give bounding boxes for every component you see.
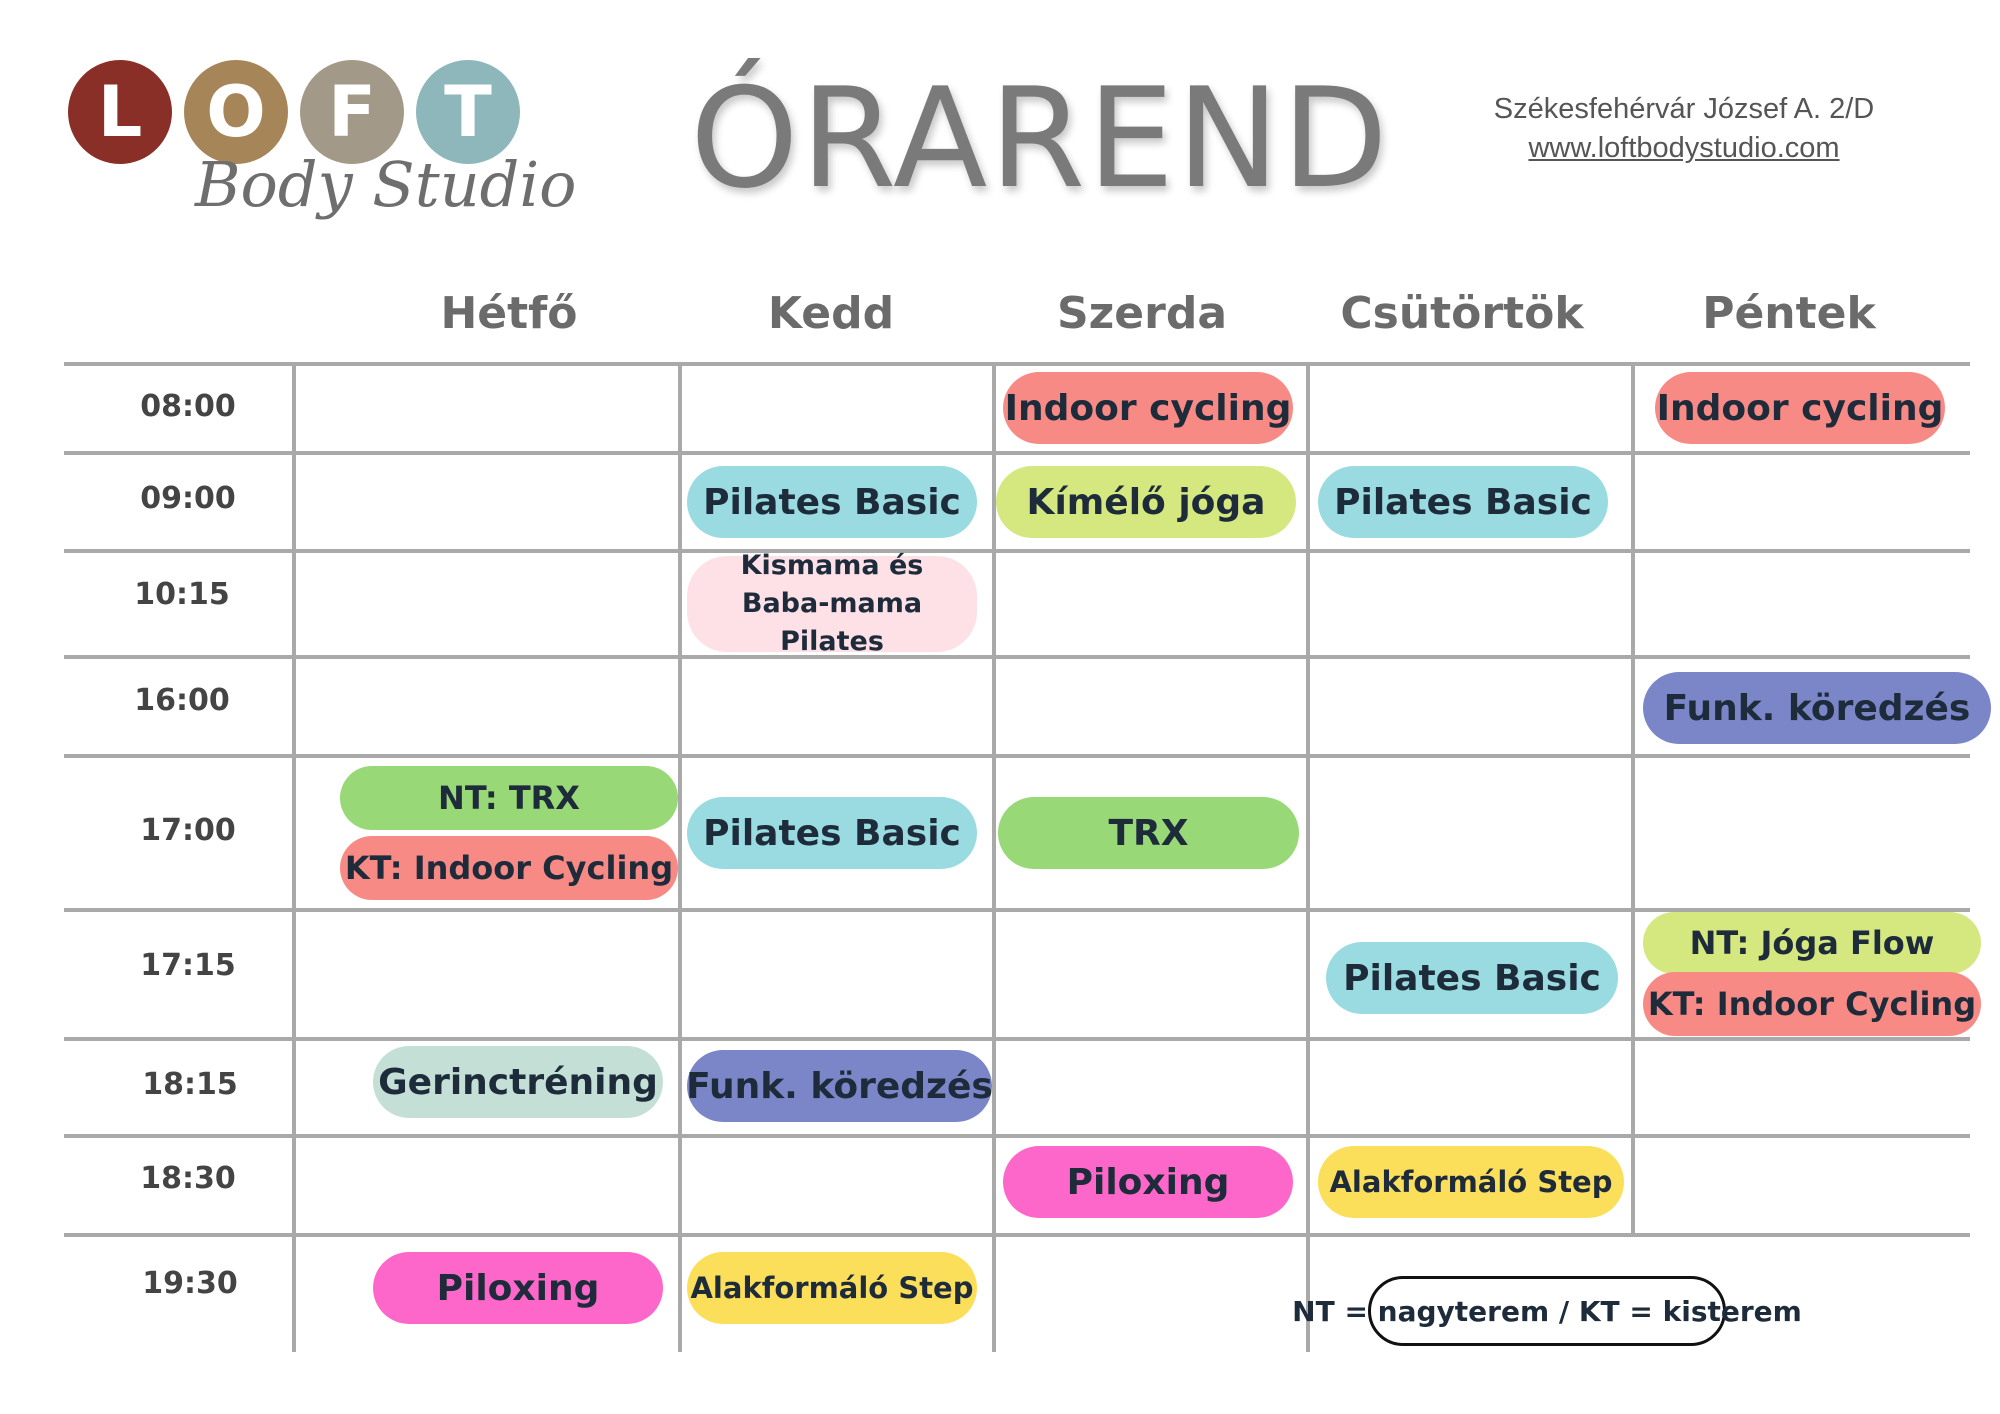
time-label: 17:00 <box>140 813 236 848</box>
grid-line <box>64 549 1970 553</box>
day-header-szerda: Szerda <box>1056 288 1228 339</box>
day-header-kedd: Kedd <box>767 288 895 339</box>
day-header-hetfo: Hétfő <box>440 288 578 339</box>
time-label: 18:30 <box>140 1161 236 1196</box>
class-pill-csutortok-1830[interactable]: Alakformáló Step <box>1318 1146 1624 1218</box>
class-pill-szerda-0900[interactable]: Kímélő jóga <box>996 466 1296 538</box>
class-pill-szerda-0800[interactable]: Indoor cycling <box>1003 372 1293 444</box>
class-pill-kedd-1700[interactable]: Pilates Basic <box>687 797 977 869</box>
logo-subtitle: Body Studio <box>195 148 577 221</box>
grid-line <box>64 754 1970 758</box>
grid-line <box>1631 365 1635 1234</box>
class-pill-pentek-1715-kt[interactable]: KT: Indoor Cycling <box>1643 972 1981 1036</box>
address: Székesfehérvár József A. 2/D <box>1493 93 1875 125</box>
logo-letter-o: O <box>184 60 288 164</box>
grid-line <box>678 365 682 1352</box>
website-link[interactable]: www.loftbodystudio.com <box>1528 132 1840 164</box>
time-label: 10:15 <box>134 577 230 612</box>
grid-line <box>1306 365 1310 1352</box>
time-label: 18:15 <box>142 1067 238 1102</box>
class-pill-hetfo-1815[interactable]: Gerinctréning <box>373 1046 663 1118</box>
grid-line <box>64 1134 1970 1138</box>
grid-line <box>64 1233 1970 1237</box>
class-pill-szerda-1830[interactable]: Piloxing <box>1003 1146 1293 1218</box>
class-pill-kedd-0900[interactable]: Pilates Basic <box>687 466 977 538</box>
class-pill-hetfo-1700-kt[interactable]: KT: Indoor Cycling <box>340 836 678 900</box>
logo-letter-t: T <box>416 60 520 164</box>
class-pill-kedd-1815[interactable]: Funk. köredzés <box>687 1050 992 1122</box>
legend-box <box>1292 1276 1802 1346</box>
class-pill-kedd-1930[interactable]: Alakformáló Step <box>687 1252 977 1324</box>
time-label: 17:15 <box>140 948 236 983</box>
class-pill-pentek-1600[interactable]: Funk. köredzés <box>1643 672 1991 744</box>
time-label: 16:00 <box>134 683 230 718</box>
class-pill-csutortok-0900[interactable]: Pilates Basic <box>1318 466 1608 538</box>
time-label: 08:00 <box>140 389 236 424</box>
grid-line <box>64 655 1970 659</box>
legend-text: NT = nagyterem / KT = kisterem <box>1292 1294 1802 1328</box>
grid-line <box>64 451 1970 455</box>
address-block <box>1434 90 1934 168</box>
logo-letter-f: F <box>300 60 404 164</box>
grid-line <box>64 362 1970 366</box>
grid-line <box>64 1037 1970 1041</box>
logo-letter-l: L <box>68 60 172 164</box>
day-header-pentek: Péntek <box>1702 288 1876 339</box>
class-pill-kedd-1015[interactable]: Kismama és Baba-mama Pilates <box>687 556 977 652</box>
class-pill-pentek-1715-nt[interactable]: NT: Jóga Flow <box>1643 912 1981 974</box>
class-pill-csutortok-1715[interactable]: Pilates Basic <box>1326 942 1618 1014</box>
day-header-csutortok: Csütörtök <box>1340 288 1584 339</box>
grid-line <box>992 365 996 1352</box>
time-label: 09:00 <box>140 481 236 516</box>
class-pill-pentek-0800[interactable]: Indoor cycling <box>1655 372 1945 444</box>
page-title: ÓRAREND <box>690 58 1390 219</box>
time-label: 19:30 <box>142 1266 238 1301</box>
class-pill-hetfo-1930[interactable]: Piloxing <box>373 1252 663 1324</box>
class-pill-szerda-1700[interactable]: TRX <box>998 797 1299 869</box>
grid-line <box>292 365 296 1352</box>
class-pill-hetfo-1700-nt[interactable]: NT: TRX <box>340 766 678 830</box>
